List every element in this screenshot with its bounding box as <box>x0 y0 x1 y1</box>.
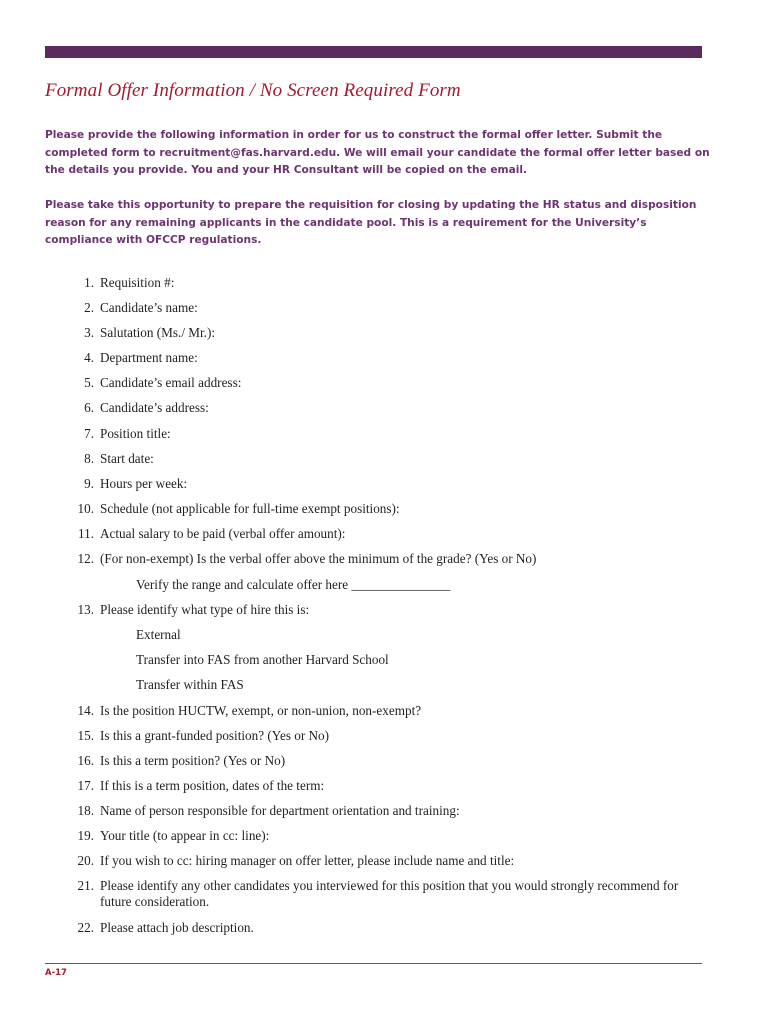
item-number: 22. <box>77 920 94 935</box>
item-text: Start date: <box>100 451 154 466</box>
item-number: 16. <box>77 753 94 768</box>
item-text: If this is a term position, dates of the term: <box>100 778 325 793</box>
hire-type-option-transfer-fas: Transfer within FAS <box>136 677 244 692</box>
item-number: 13. <box>77 602 94 617</box>
item-text: Please identify any other candidates you interviewed for this position that you would strongly recommend for future consideration. <box>100 878 679 909</box>
header-bar <box>45 46 702 58</box>
item-text: Is this a term position? (Yes or No) <box>100 753 286 768</box>
item-number: 9. <box>84 476 94 491</box>
hire-type-option-transfer-harvard: Transfer into FAS from another Harvard School <box>136 652 389 667</box>
item-number: 15. <box>77 728 94 743</box>
intro-paragraph-submission: Please provide the following information in order for us to construct the formal offer letter. Submit the completed form to recruitment@fas.harvard.edu. We will email your candidate the formal offer letter based on the details you provide. You and your HR Consultant will be copied on the email. <box>45 129 710 176</box>
item-text: Department name: <box>100 350 198 365</box>
item-text: Actual salary to be paid (verbal offer amount): <box>100 526 346 541</box>
item-text: Requisition #: <box>100 275 175 290</box>
page-title: Formal Offer Information / No Screen Required Form <box>45 80 461 101</box>
item-number: 3. <box>84 325 94 340</box>
item-text: Is the position HUCTW, exempt, or non-union, non-exempt? <box>100 703 422 718</box>
item-number: 10. <box>77 501 94 516</box>
item-text: Candidate’s name: <box>100 300 198 315</box>
intro-paragraph-compliance: Please take this opportunity to prepare the requisition for closing by updating the HR status and disposition reason for any remaining applicants in the candidate pool. This is a requirement for the University’s compliance with OFCCP regulations. <box>45 199 697 246</box>
item-text: Schedule (not applicable for full-time exempt positions): <box>100 501 400 516</box>
item-number: 7. <box>84 426 94 441</box>
item-text: Position title: <box>100 426 171 441</box>
item-number: 19. <box>77 828 94 843</box>
footer-divider <box>45 963 702 964</box>
item-text: (For non-exempt) Is the verbal offer above the minimum of the grade? (Yes or No) <box>100 551 537 566</box>
hire-type-option-external: External <box>136 627 181 642</box>
verify-range-line: Verify the range and calculate offer here _______________ <box>136 577 451 592</box>
item-text: Hours per week: <box>100 476 188 491</box>
item-text: Is this a grant-funded position? (Yes or No) <box>100 728 330 743</box>
item-number: 17. <box>77 778 94 793</box>
item-text: Please attach job description. <box>100 920 254 935</box>
page-number: A-17 <box>45 968 67 978</box>
item-number: 5. <box>84 375 94 390</box>
item-text: If you wish to cc: hiring manager on offer letter, please include name and title: <box>100 853 515 868</box>
item-text: Candidate’s address: <box>100 400 209 415</box>
item-number: 18. <box>77 803 94 818</box>
item-number: 11. <box>78 526 94 541</box>
item-number: 2. <box>84 300 94 315</box>
item-text: Please identify what type of hire this is: <box>100 602 310 617</box>
item-text: Salutation (Ms./ Mr.): <box>100 325 216 340</box>
item-number: 20. <box>77 853 94 868</box>
item-number: 4. <box>84 350 94 365</box>
item-number: 21. <box>77 878 94 893</box>
item-text: Name of person responsible for department orientation and training: <box>100 803 460 818</box>
item-text: Your title (to appear in cc: line): <box>100 828 270 843</box>
item-number: 6. <box>84 400 94 415</box>
item-number: 8. <box>84 451 94 466</box>
item-text: Candidate’s email address: <box>100 375 242 390</box>
item-number: 14. <box>77 703 94 718</box>
item-number: 1. <box>84 275 94 290</box>
item-number: 12. <box>77 551 94 566</box>
